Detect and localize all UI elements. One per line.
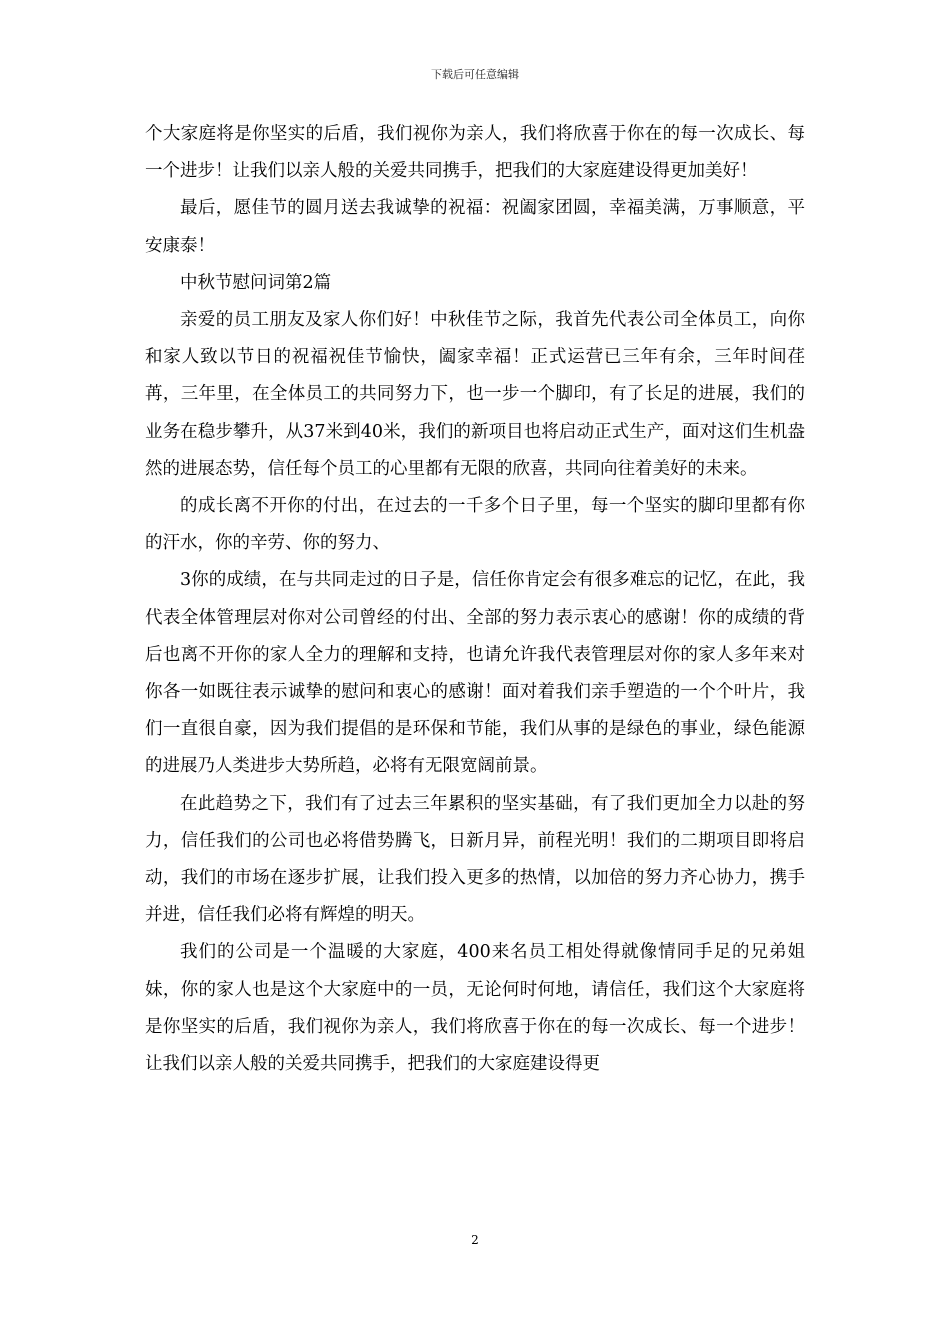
paragraph: 的成长离不开你的付出，在过去的一千多个日子里，每一个坚实的脚印里都有你的汗水，你的辛劳、你的努力、 (145, 496, 805, 554)
paragraph: 最后，愿佳节的圆月送去我诚挚的祝福：祝阖家团圆，幸福美满，万事顺意，平安康泰！ (145, 198, 805, 256)
page-header: 下载后可任意编辑 (431, 68, 519, 81)
section-title: 中秋节慰问词第2篇 (180, 272, 332, 293)
paragraph: 个大家庭将是你坚实的后盾，我们视你为亲人，我们将欣喜于你在的每一次成长、每一个进步！让我们以亲人般的关爱共同携手，把我们的大家庭建设得更加美好！ (145, 124, 805, 182)
paragraph: 亲爱的员工朋友及家人你们好！中秋佳节之际，我首先代表公司全体员工，向你和家人致以节日的祝福祝佳节愉快，阖家幸福！正式运营已三年有余，三年时间荏苒，三年里，在全体员工的共同努力下，也一步一个脚印，有了长足的进展，我们的业务在稳步攀升，从37米到40米，我们的新项目也将启动正式生产，面对这们生机盎然的进展态势，信任每个员工的心里都有无限的欣喜，共同向往着美好的未来。 (145, 310, 805, 479)
paragraph: 我们的公司是一个温暖的大家庭，400来名员工相处得就像情同手足的兄弟姐妹，你的家人也是这个大家庭中的一员，无论何时何地，请信任，我们这个大家庭将是你坚实的后盾，我们视你为亲人，我们将欣喜于你在的每一次成长、每一个进步！让我们以亲人般的关爱共同携手，把我们的大家庭建设得更 (145, 942, 805, 1075)
document-body (145, 116, 805, 1083)
page-number: 2 (471, 1233, 479, 1247)
paragraph: 3你的成绩，在与共同走过的日子是，信任你肯定会有很多难忘的记忆，在此，我代表全体管理层对你对公司曾经的付出、全部的努力表示衷心的感谢！你的成绩的背后也离不开你的家人全力的理解和支持，也请允许我代表管理层对你的家人多年来对你各一如既往表示诚挚的慰问和衷心的感谢！面对着我们亲手塑造的一个个叶片，我们一直很自豪，因为我们提倡的是环保和节能，我们从事的是绿色的事业，绿色能源的进展乃人类进步大势所趋，必将有无限宽阔前景。 (145, 570, 805, 777)
paragraph: 在此趋势之下，我们有了过去三年累积的坚实基础，有了我们更加全力以赴的努力，信任我们的公司也必将借势腾飞，日新月异，前程光明！我们的二期项目即将启动，我们的市场在逐步扩展，让我们投入更多的热情，以加倍的努力齐心协力，携手并进，信任我们必将有辉煌的明天。 (145, 793, 805, 926)
